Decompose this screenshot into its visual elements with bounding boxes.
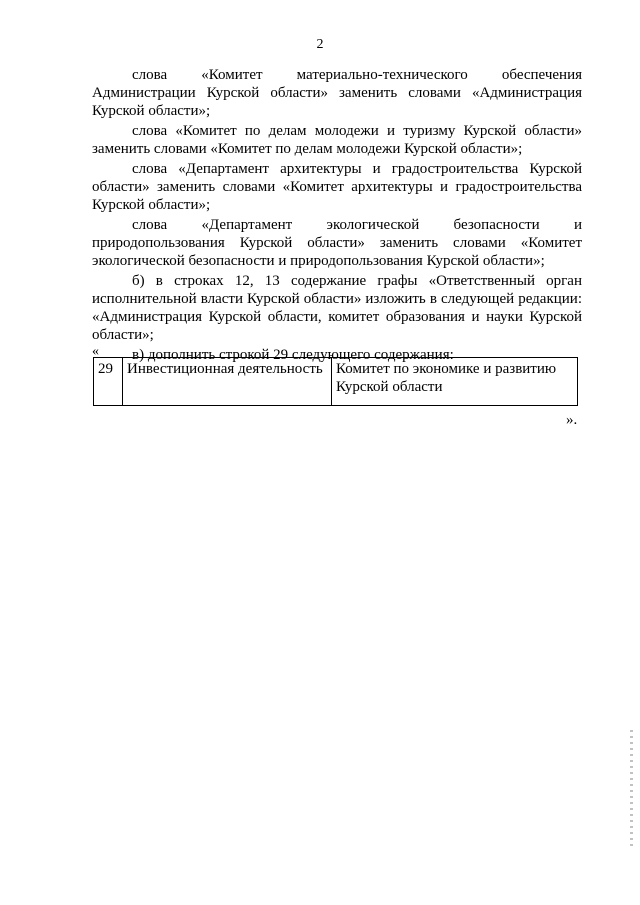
paragraph-1: слова «Комитет материально-технического обеспечения Администрации Курской области» заменить словами «Администрация Курской области»;	[92, 67, 582, 119]
closing-quote-mark: ».	[566, 412, 578, 428]
paragraph-3: слова «Департамент архитектуры и градостроительства Курской области» заменить словами «Комитет архитектуры и градостроительства Курской области»;	[92, 161, 582, 213]
page-number: 2	[316, 37, 324, 52]
paragraph-4: слова «Департамент экологической безопасности и природопользования Курской области» заменить словами «Комитет экологической безопасности и природопользования Курской области»;	[92, 217, 582, 269]
activity-area-cell: Инвестиционная деятельность	[123, 358, 332, 406]
scan-margin-artifact	[630, 730, 633, 850]
paragraph-2: слова «Комитет по делам молодежи и туризму Курской области» заменить словами «Комитет по делам молодежи Курской области»;	[92, 123, 582, 157]
opening-quote-mark: «	[92, 344, 99, 359]
responsible-organ-cell: Комитет по экономике и развитию Курской области	[332, 358, 578, 406]
paragraph-6: в) дополнить строкой 29 следующего содержания:	[132, 347, 454, 363]
document-body	[92, 66, 582, 364]
paragraph-5: б) в строках 12, 13 содержание графы «Ответственный орган исполнительной власти Курской области» изложить в следующей редакции: «Администрация Курской области, комитет образования и науки Курской области»;	[92, 273, 582, 343]
table-row	[94, 358, 578, 406]
addition-table	[93, 357, 578, 406]
row-number-cell: 29	[94, 358, 123, 406]
